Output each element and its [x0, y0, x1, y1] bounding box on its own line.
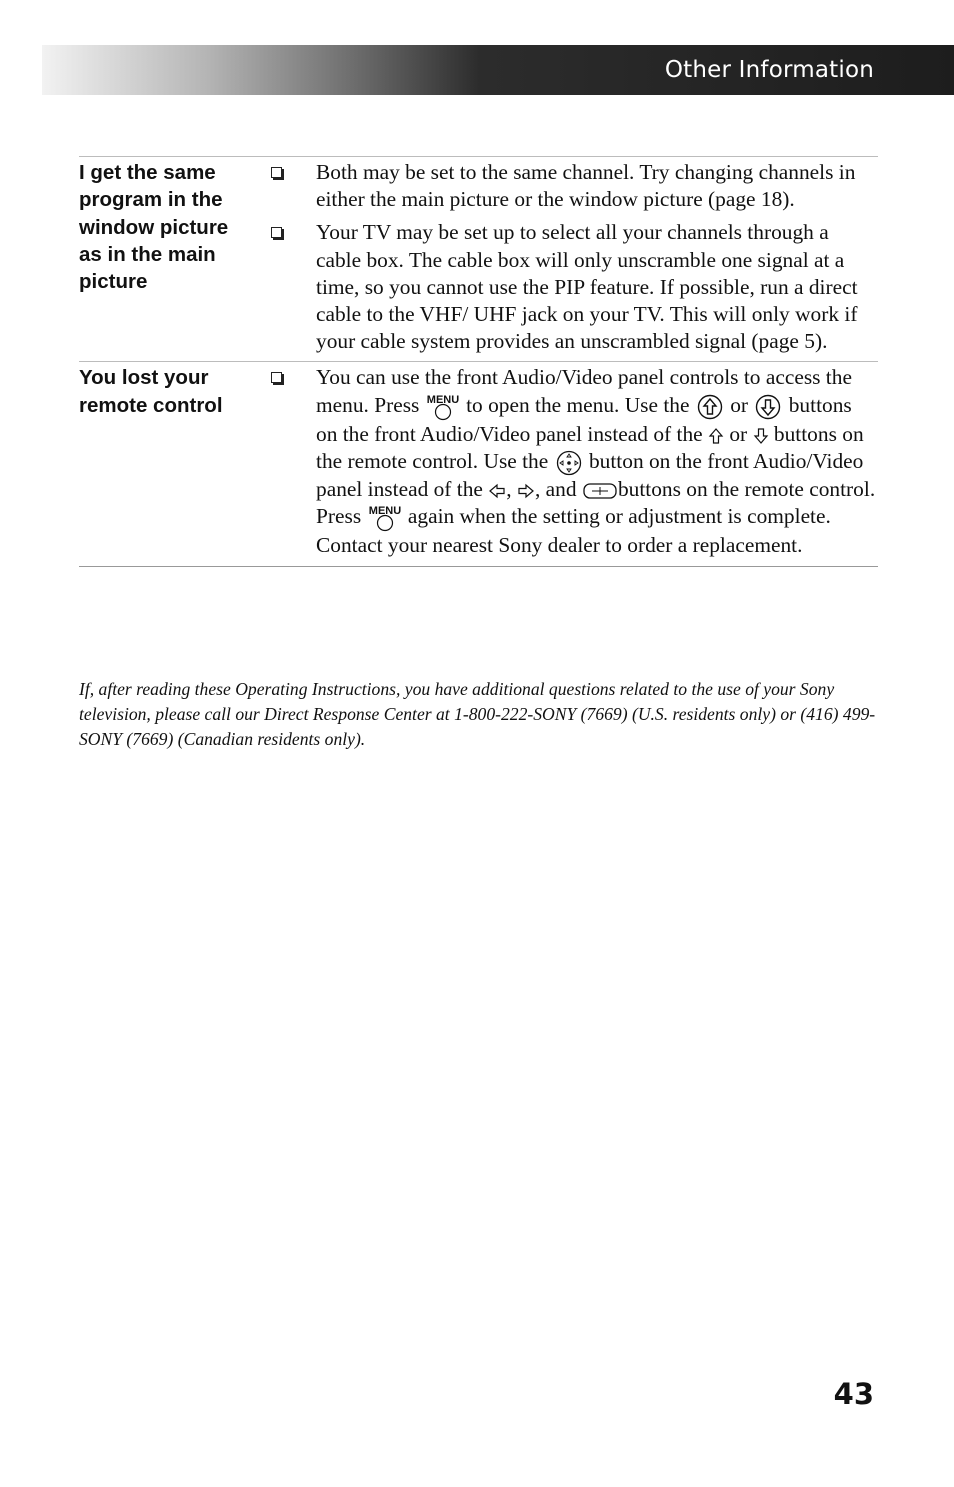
- list-item: [269, 159, 878, 213]
- down-arrow-icon: [753, 427, 769, 445]
- up-arrow-icon: [708, 427, 724, 445]
- table-row: [79, 156, 878, 361]
- svg-text:MENU: MENU: [368, 505, 401, 518]
- section-title: Other Information: [664, 57, 874, 83]
- checkbox-bullet-icon: [271, 167, 282, 178]
- solution-text: to open the menu. Use the: [466, 392, 690, 417]
- page-number: 43: [833, 1377, 874, 1411]
- joystick-select-icon: [554, 450, 584, 476]
- solution-text: buttons on the remote control. Use the: [316, 421, 864, 473]
- list-item: [269, 219, 878, 355]
- table-row: [79, 361, 878, 566]
- solution-text: again when the setting or adjustment is complete. Contact your nearest Sony dealer to order a replacement.: [316, 504, 831, 558]
- solution-text: Your TV may be set up to select all your channels through a cable box. The cable box will only unscramble one signal at a time, so you cannot use the PIP feature. If possible, run a direct cable to the VHF/ UHF jack on your TV. This will only work if your cable system provides an unscrambled signal (page 5).: [316, 220, 858, 354]
- problem-label: You lost your remote control: [79, 366, 223, 417]
- solution-text: buttons on the remote control. Press: [316, 477, 876, 529]
- troubleshooting-table: [79, 156, 878, 567]
- section-header-bar: [42, 45, 954, 95]
- menu-button-icon: [425, 393, 461, 421]
- footnote-text: If, after reading these Operating Instructions, you have additional questions related to the use of your Sony television, please call our Direct Response Center at 1-800-222-SONY (7669) (U.S. residents only) or (416) 499-SONY (7669) (Canadian residents only).: [79, 679, 876, 749]
- left-arrow-icon: [488, 483, 506, 499]
- solution-text: ,: [506, 477, 512, 502]
- solution-text: Both may be set to the same channel. Try changing channels in either the main picture or the window picture (page 18).: [316, 160, 856, 212]
- checkbox-bullet-icon: [271, 227, 282, 238]
- checkbox-bullet-icon: [271, 372, 282, 383]
- select-button-icon: [582, 481, 618, 501]
- list-item: [269, 364, 878, 559]
- solution-text: or: [729, 421, 748, 446]
- solution-text: , and: [534, 477, 577, 502]
- svg-text:MENU: MENU: [426, 393, 459, 406]
- up-arrow-circle-icon: [695, 394, 725, 420]
- problem-label: I get the same program in the window picture as in the main picture: [79, 161, 229, 294]
- solution-text: or: [730, 392, 749, 417]
- solution-text: buttons on the front Audio/Video panel instead of the: [316, 392, 852, 446]
- right-arrow-icon: [517, 483, 535, 499]
- menu-button-icon: [367, 504, 403, 532]
- solution-text: button on the front Audio/Video panel instead of the: [316, 448, 864, 502]
- down-arrow-circle-icon: [753, 394, 783, 420]
- solution-text: You can use the front Audio/Video panel controls to access the menu. Press: [316, 365, 852, 417]
